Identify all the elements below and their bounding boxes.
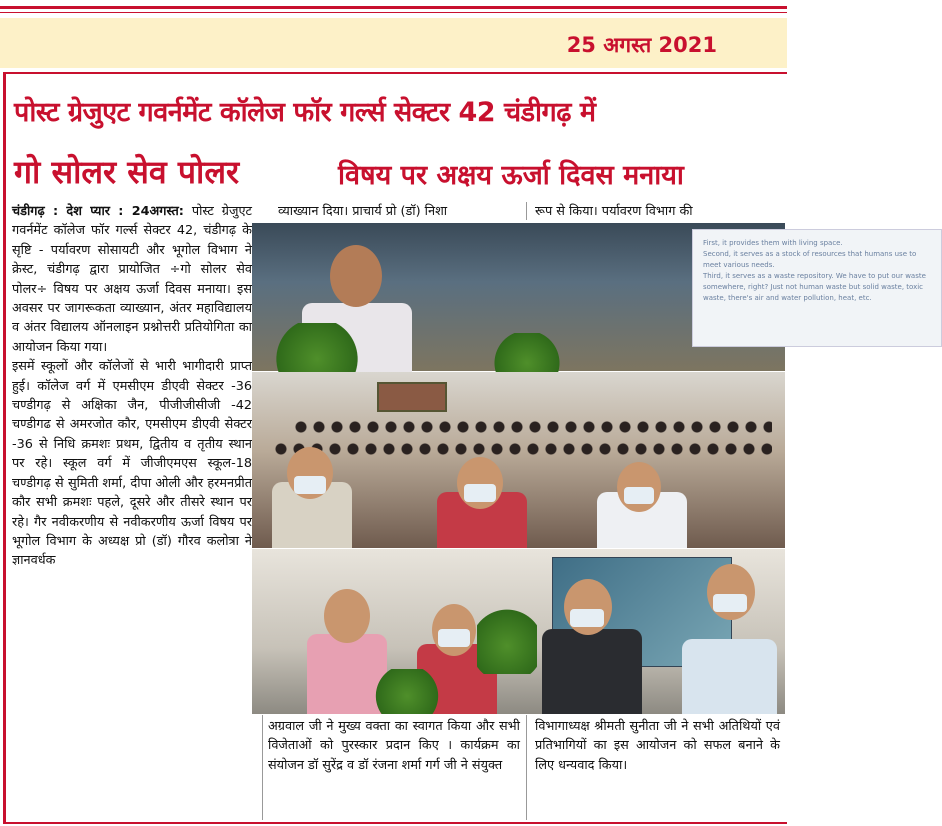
article-frame-top xyxy=(3,72,787,74)
dateline: चंडीगढ़ : देश प्यार : 24अगस्त: xyxy=(12,204,184,219)
audience-row xyxy=(292,420,772,434)
headline-line-1: पोस्ट ग्रेजुएट गवर्नमेंट कॉलेज फॉर गर्ल्स सेक्टर 42 चंडीगढ़ में xyxy=(14,97,596,128)
wall-painting xyxy=(377,382,447,412)
face-mask xyxy=(624,487,654,504)
guest-head xyxy=(324,589,370,643)
top-rule-thin xyxy=(0,12,787,13)
column-divider xyxy=(262,715,263,820)
article-column-2-bottom: अग्रवाल जी ने मुख्य वक्ता का स्वागत किया और सभी विजेताओं को पुरस्कार प्रदान किए । कार्यक्रम का संयोजन डॉ सुरेंद्र व डॉ रंजना शर्मा गर्ग जी ने संयुक्त xyxy=(268,719,520,773)
speaker-head xyxy=(330,245,382,307)
top-rule xyxy=(0,6,787,9)
article-column-2-top: व्याख्यान दिया। प्राचार्य प्रो (डॉ) निशा xyxy=(278,204,448,219)
headline-line-2: विषय पर अक्षय ऊर्जा दिवस मनाया xyxy=(338,160,684,191)
article-column-3-top: रूप से किया। पर्यावरण विभाग की xyxy=(535,204,693,219)
face-mask xyxy=(570,609,604,627)
paragraph-2: इसमें स्कूलों और कॉलेजों से भारी भागीदारी प्राप्त हुई। कॉलेज वर्ग में एमसीएम डीएवी सेक्टर -36 चण्डीगढ़ से अक्षिका जैन, पीजीजीसीजी -42 चण्डीगढ से अमरजोत कौर, एमसीएम डीएवी सेक्टर -36 से निधि क्रमशः प्रथम, द्वितीय व तृतीय स्थान पर रहे। स्कूल वर्ग में जीजीएमएस स्कूल-18 चण्डीगढ़ से सुमिती शर्मा, दीपा ओली और हरमनप्रीत कौर सभी क्रमशः पहले, दूसरे और तीसरे स्थान पर रहे। गैर नवीकरणीय से नवीकरणीय ऊर्जा विषय पर भूगोल विभाग के अध्यक्ष प्रो (डॉ) गौरव कलोत्रा ने ज्ञानवर्धक xyxy=(12,359,252,569)
column-divider xyxy=(526,202,527,220)
paragraph-1: पोस्ट ग्रेजुएट गवर्नमेंट कॉलेज फॉर गर्ल्स सेक्टर 42, चंडीगढ़ के सृष्टि - पर्यावरण सोसायटी और भूगोल विभाग ने क्रेस्ट, चंडीगढ़ द्वारा प्रायोजित ÷गो सोलर सेव पोलर÷ विषय पर अक्षय ऊर्जा दिवस मनाया। इस अवसर पर जागरूकता व्याख्यान, अंतर महाविद्यालय व अंतर विद्यालय ऑनलाइन प्रश्नोत्तरी प्रतियोगिता का आयोजन किया गया। xyxy=(12,204,252,355)
audience-row xyxy=(272,442,772,456)
article-column-1 xyxy=(12,202,252,822)
photo-speaker xyxy=(252,223,926,371)
slide-text-line: Second, it serves as a stock of resources that humans use to meet various needs. xyxy=(703,250,917,269)
headline-highlight: गो सोलर सेव पोलर xyxy=(14,153,240,191)
publication-date: 25 अगस्त 2021 xyxy=(566,33,717,57)
face-mask xyxy=(464,484,496,502)
face-mask xyxy=(713,594,747,612)
face-mask xyxy=(438,629,470,647)
photo-audience xyxy=(252,372,785,548)
guest-body xyxy=(542,629,642,714)
plant-decor xyxy=(372,669,442,714)
article-frame-left xyxy=(3,72,6,822)
column-divider xyxy=(526,715,527,820)
plant-gift xyxy=(477,604,537,674)
article-column-3-bottom: विभागाध्यक्ष श्रीमती सुनीता जी ने सभी अतिथियों एवं प्रतिभागियों का इस आयोजन को सफल बनाने के लिए धन्यवाद किया। xyxy=(535,719,780,773)
article-frame-bottom xyxy=(3,822,787,824)
guest-body xyxy=(682,639,777,714)
face-mask xyxy=(294,476,326,494)
presentation-screen xyxy=(692,229,942,347)
photo-felicitation xyxy=(252,549,785,714)
slide-text-line: Third, it serves as a waste repository. We have to put our waste somewhere, right? Just not human waste but solid waste, toxic waste, there's air and water pollution, heat, etc. xyxy=(703,272,926,302)
slide-text-line: First, it provides them with living space. xyxy=(703,239,843,247)
